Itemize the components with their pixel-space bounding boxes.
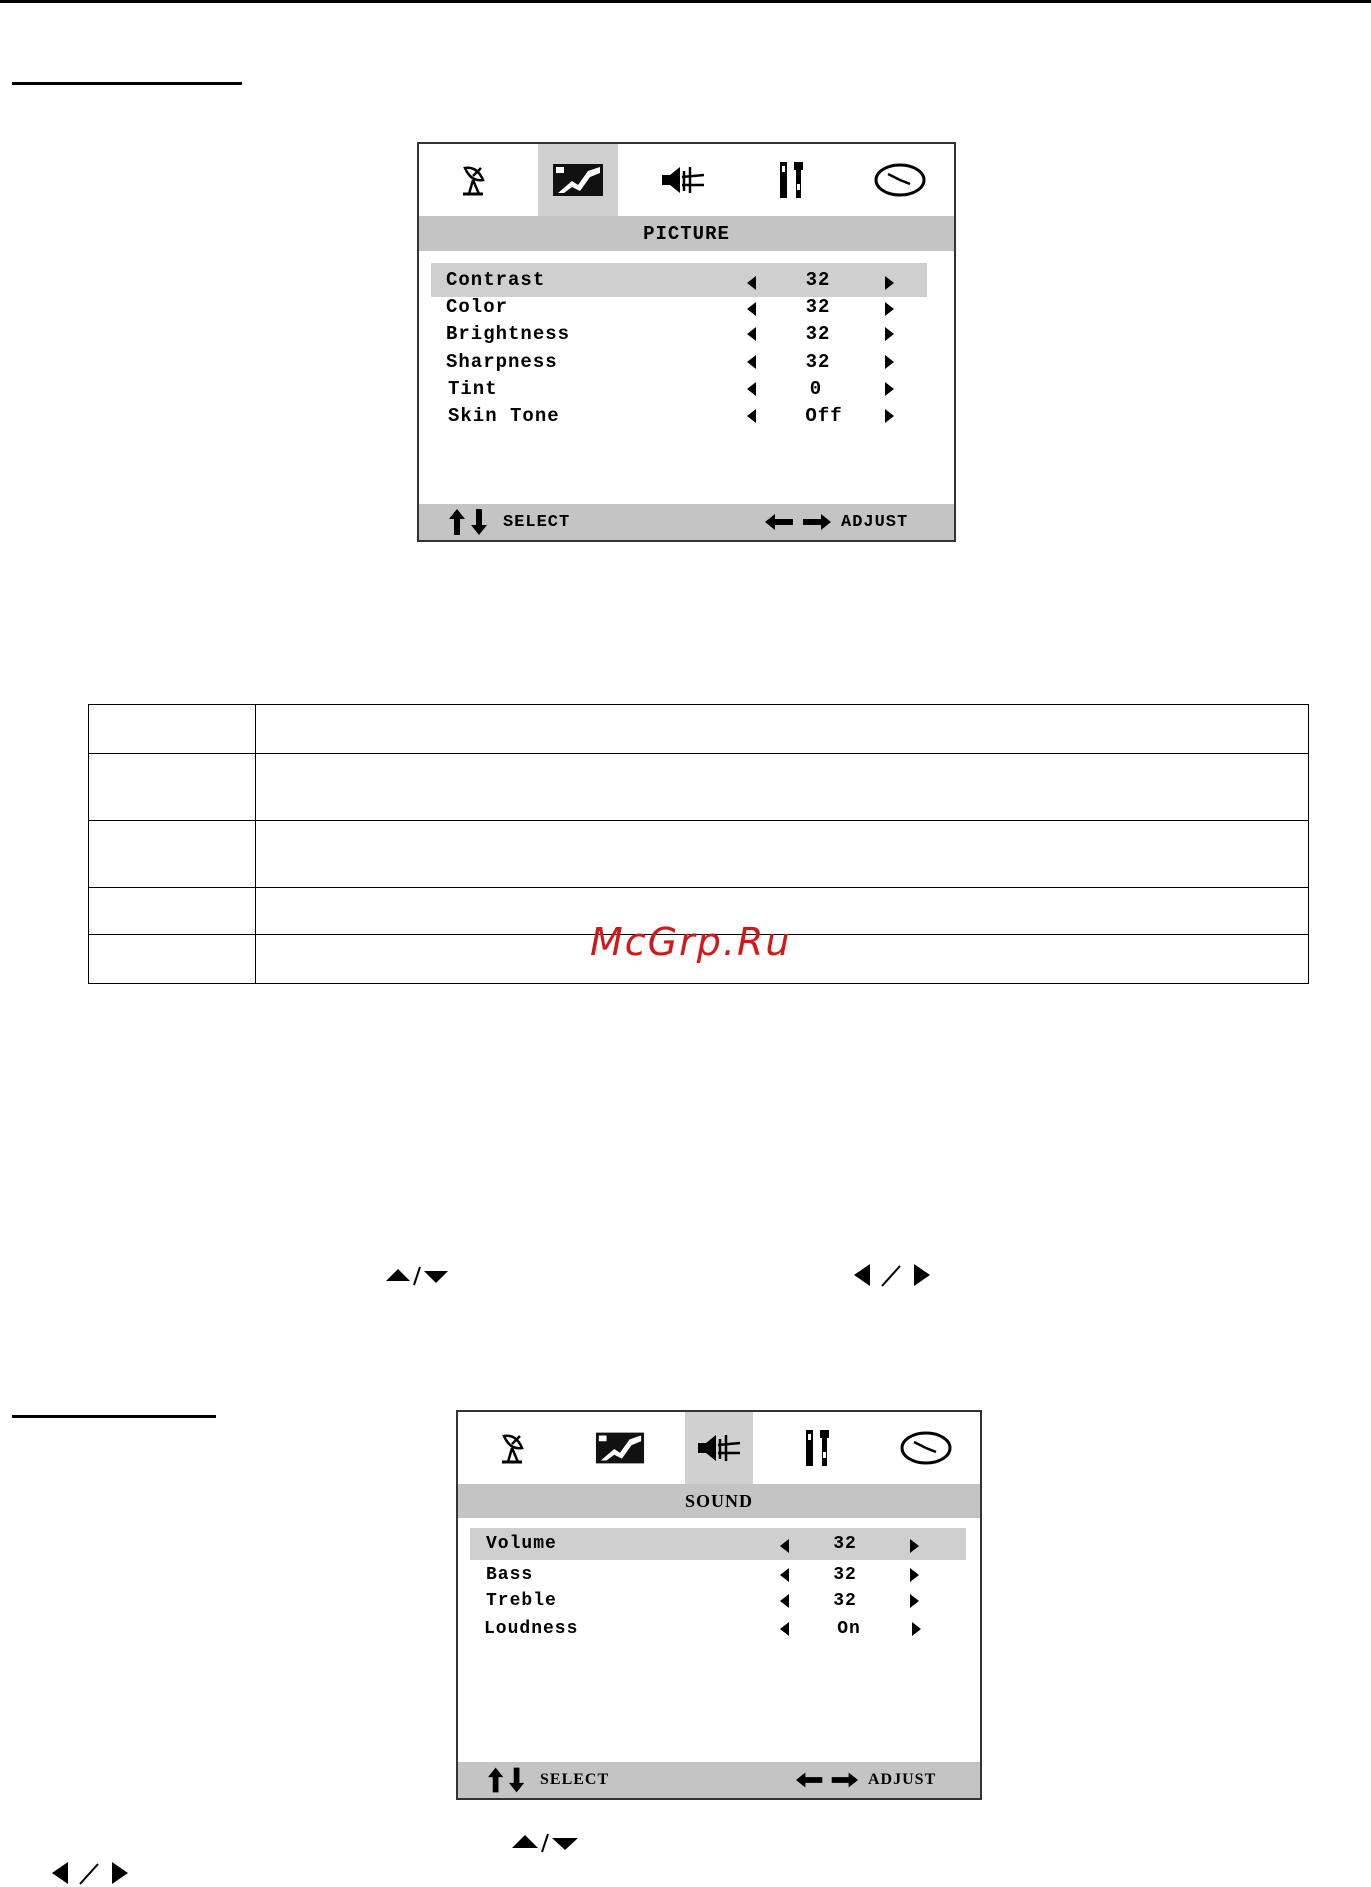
menu-item-label: Sharpness (446, 351, 558, 373)
menu-title (458, 1484, 980, 1518)
menu-item-volume[interactable] (470, 1528, 966, 1560)
sound-tab[interactable] (685, 1412, 753, 1484)
menu-item-skin-tone[interactable] (431, 403, 927, 429)
menu-item-sharpness[interactable] (431, 349, 927, 375)
time-tab[interactable] (857, 144, 943, 216)
menu-title (419, 216, 954, 251)
select-hint-text: SELECT (503, 512, 571, 532)
menu-item-label: Bass (486, 1565, 534, 1585)
increase-arrow-icon[interactable] (885, 327, 894, 341)
channel-tab[interactable] (469, 1412, 555, 1484)
watermark: McGrp.Ru (590, 920, 792, 964)
adjust-hint-text: ADJUST (841, 512, 909, 532)
section-heading-underline-sound (12, 1415, 216, 1418)
menu-item-value: Off (805, 405, 843, 427)
tools-icon (803, 1428, 833, 1468)
menu-item-value: 32 (805, 296, 831, 318)
picture-tab[interactable] (577, 1412, 663, 1484)
menu-item-value: 32 (833, 1591, 857, 1611)
picture-icon (552, 163, 604, 197)
channel-tab[interactable] (430, 144, 516, 216)
menu-item-brightness[interactable] (431, 321, 927, 347)
increase-arrow-icon[interactable] (885, 276, 894, 290)
increase-arrow-icon[interactable] (910, 1539, 919, 1553)
section-heading-underline-picture (12, 82, 242, 85)
menu-item-value: 32 (833, 1565, 857, 1585)
setup-tab[interactable] (775, 1412, 861, 1484)
antenna-icon (492, 1428, 532, 1468)
decrease-arrow-icon[interactable] (747, 327, 756, 341)
menu-item-value: 32 (805, 323, 831, 345)
up-down-arrows-icon (449, 509, 491, 535)
picture-tab[interactable] (538, 144, 618, 216)
left-right-glyph-icon (50, 1860, 130, 1886)
menu-title-text: PICTURE (643, 222, 730, 245)
menu-item-color[interactable] (431, 294, 927, 320)
antenna-icon (453, 160, 493, 200)
up-down-glyph-icon (386, 1265, 448, 1287)
time-tab[interactable] (883, 1412, 969, 1484)
left-right-glyph-icon (852, 1262, 932, 1288)
menu-item-label: Tint (448, 378, 498, 400)
increase-arrow-icon[interactable] (912, 1622, 921, 1636)
menu-item-label: Contrast (446, 269, 546, 291)
decrease-arrow-icon[interactable] (747, 276, 756, 290)
decrease-arrow-icon[interactable] (747, 409, 756, 423)
up-down-glyph-icon (512, 1832, 578, 1854)
menu-item-value: 0 (809, 378, 823, 400)
increase-arrow-icon[interactable] (910, 1594, 919, 1608)
menu-item-value: On (837, 1619, 861, 1639)
menu-item-label: Color (446, 296, 509, 318)
speaker-icon (660, 163, 706, 197)
clock-icon (874, 162, 926, 198)
adjust-hint (765, 504, 908, 540)
decrease-arrow-icon[interactable] (780, 1622, 789, 1636)
table-row (89, 705, 1309, 754)
adjust-hint-text: ADJUST (868, 1771, 937, 1788)
decrease-arrow-icon[interactable] (747, 355, 756, 369)
increase-arrow-icon[interactable] (910, 1568, 919, 1582)
select-hint-text: SELECT (540, 1771, 610, 1788)
menu-item-tint[interactable] (431, 376, 927, 402)
select-hint (488, 1762, 609, 1798)
clock-icon (900, 1430, 952, 1466)
menu-item-value: 32 (833, 1534, 857, 1554)
top-rule (0, 0, 1371, 3)
menu-footer (419, 504, 954, 540)
left-right-arrows-icon (765, 514, 831, 530)
menu-item-label: Brightness (446, 323, 571, 345)
decrease-arrow-icon[interactable] (747, 382, 756, 396)
menu-item-loudness[interactable] (470, 1616, 966, 1642)
adjust-hint (796, 1762, 936, 1798)
increase-arrow-icon[interactable] (885, 355, 894, 369)
up-down-arrows-icon (488, 1767, 528, 1793)
decrease-arrow-icon[interactable] (747, 302, 756, 316)
menu-item-value: 32 (805, 269, 831, 291)
menu-title-text: SOUND (684, 1490, 753, 1511)
table-row (89, 754, 1309, 821)
decrease-arrow-icon[interactable] (780, 1594, 789, 1608)
left-right-arrows-icon (796, 1772, 858, 1788)
picture-menu (417, 142, 956, 542)
speaker-icon (696, 1431, 742, 1465)
increase-arrow-icon[interactable] (885, 302, 894, 316)
table-row (89, 821, 1309, 888)
menu-item-label: Treble (486, 1591, 557, 1611)
tools-icon (777, 160, 807, 200)
menu-item-label: Loudness (484, 1619, 579, 1639)
menu-item-bass[interactable] (470, 1562, 966, 1588)
menu-footer (458, 1762, 980, 1798)
decrease-arrow-icon[interactable] (780, 1568, 789, 1582)
decrease-arrow-icon[interactable] (780, 1539, 789, 1553)
menu-item-label: Skin Tone (448, 405, 560, 427)
picture-icon (595, 1431, 645, 1465)
menu-item-value: 32 (805, 351, 831, 373)
sound-tab[interactable] (640, 144, 726, 216)
setup-tab[interactable] (749, 144, 835, 216)
menu-item-contrast[interactable] (431, 263, 927, 297)
increase-arrow-icon[interactable] (885, 409, 894, 423)
increase-arrow-icon[interactable] (885, 382, 894, 396)
select-hint (449, 504, 570, 540)
menu-item-treble[interactable] (470, 1588, 966, 1614)
menu-item-label: Volume (486, 1534, 557, 1554)
sound-menu (456, 1410, 982, 1800)
